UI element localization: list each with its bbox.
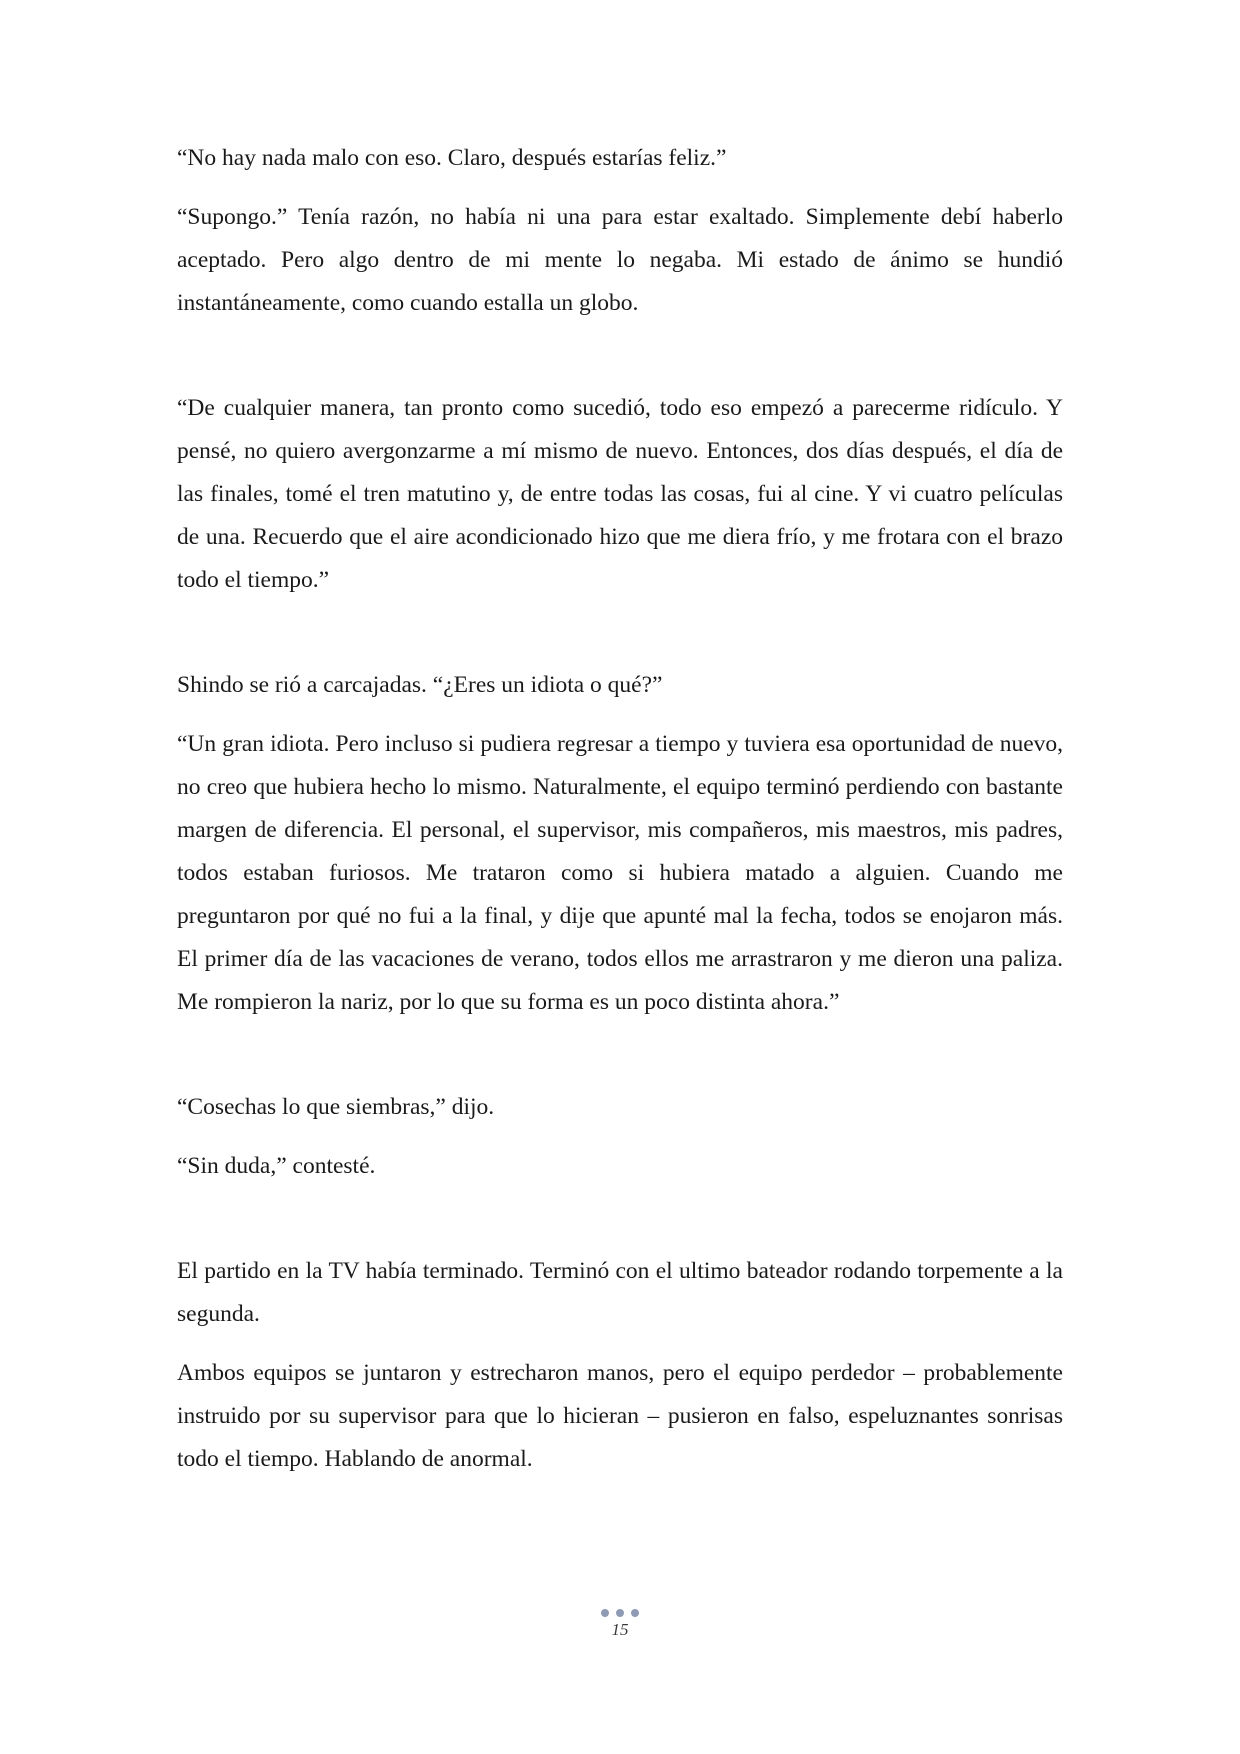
dot-icon [616, 1609, 624, 1617]
paragraph: “Supongo.” Tenía razón, no había ni una para estar exaltado. Simplemente debí haberlo aceptado. Pero algo dentro de mi mente lo negaba. Mi estado de ánimo se hundió instantáneamente, como cuando estalla un globo. [177, 204, 1063, 316]
paragraph: “Sin duda,” contesté. [177, 1153, 376, 1179]
paragraph: “Cosechas lo que siembras,” dijo. [177, 1094, 495, 1120]
page-footer [0, 1609, 1240, 1640]
paragraph: “No hay nada malo con eso. Claro, después estarías feliz.” [177, 145, 727, 171]
dot-icon [601, 1609, 609, 1617]
dot-icon [631, 1609, 639, 1617]
ellipsis-ornament-icon [0, 1609, 1240, 1619]
document-body [177, 137, 1063, 1497]
paragraph: “De cualquier manera, tan pronto como sucedió, todo eso empezó a parecerme ridículo. Y pensé, no quiero avergonzarme a mí mismo de nuevo. Entonces, dos días después, el día de las finales, tomé el tren matutino y, de entre todas las cosas, fui al cine. Y vi cuatro películas de una. Recuerdo que el aire acondicionado hizo que me diera frío, y me frotara con el brazo todo el tiempo.” [177, 395, 1063, 593]
paragraph: Shindo se rió a carcajadas. “¿Eres un idiota o qué?” [177, 672, 663, 698]
paragraph: Ambos equipos se juntaron y estrecharon manos, pero el equipo perdedor – probablemente instruido por su supervisor para que lo hicieran – pusieron en falso, espeluznantes sonrisas todo el tiempo. Hablando de anormal. [177, 1360, 1063, 1472]
page-number: 15 [611, 1620, 629, 1639]
paragraph: “Un gran idiota. Pero incluso si pudiera regresar a tiempo y tuviera esa oportunidad de nuevo, no creo que hubiera hecho lo mismo. Naturalmente, el equipo terminó perdiendo con bastante margen de diferencia. El personal, el supervisor, mis compañeros, mis maestros, mis padres, todos estaban furiosos. Me trataron como si hubiera matado a alguien. Cuando me preguntaron por qué no fui a la final, y dije que apunté mal la fecha, todos se enojaron más. El primer día de las vacaciones de verano, todos ellos me arrastraron y me dieron una paliza. Me rompieron la nariz, por lo que su forma es un poco distinta ahora.” [177, 731, 1063, 1015]
paragraph: El partido en la TV había terminado. Terminó con el ultimo bateador rodando torpemente a la segunda. [177, 1258, 1063, 1327]
